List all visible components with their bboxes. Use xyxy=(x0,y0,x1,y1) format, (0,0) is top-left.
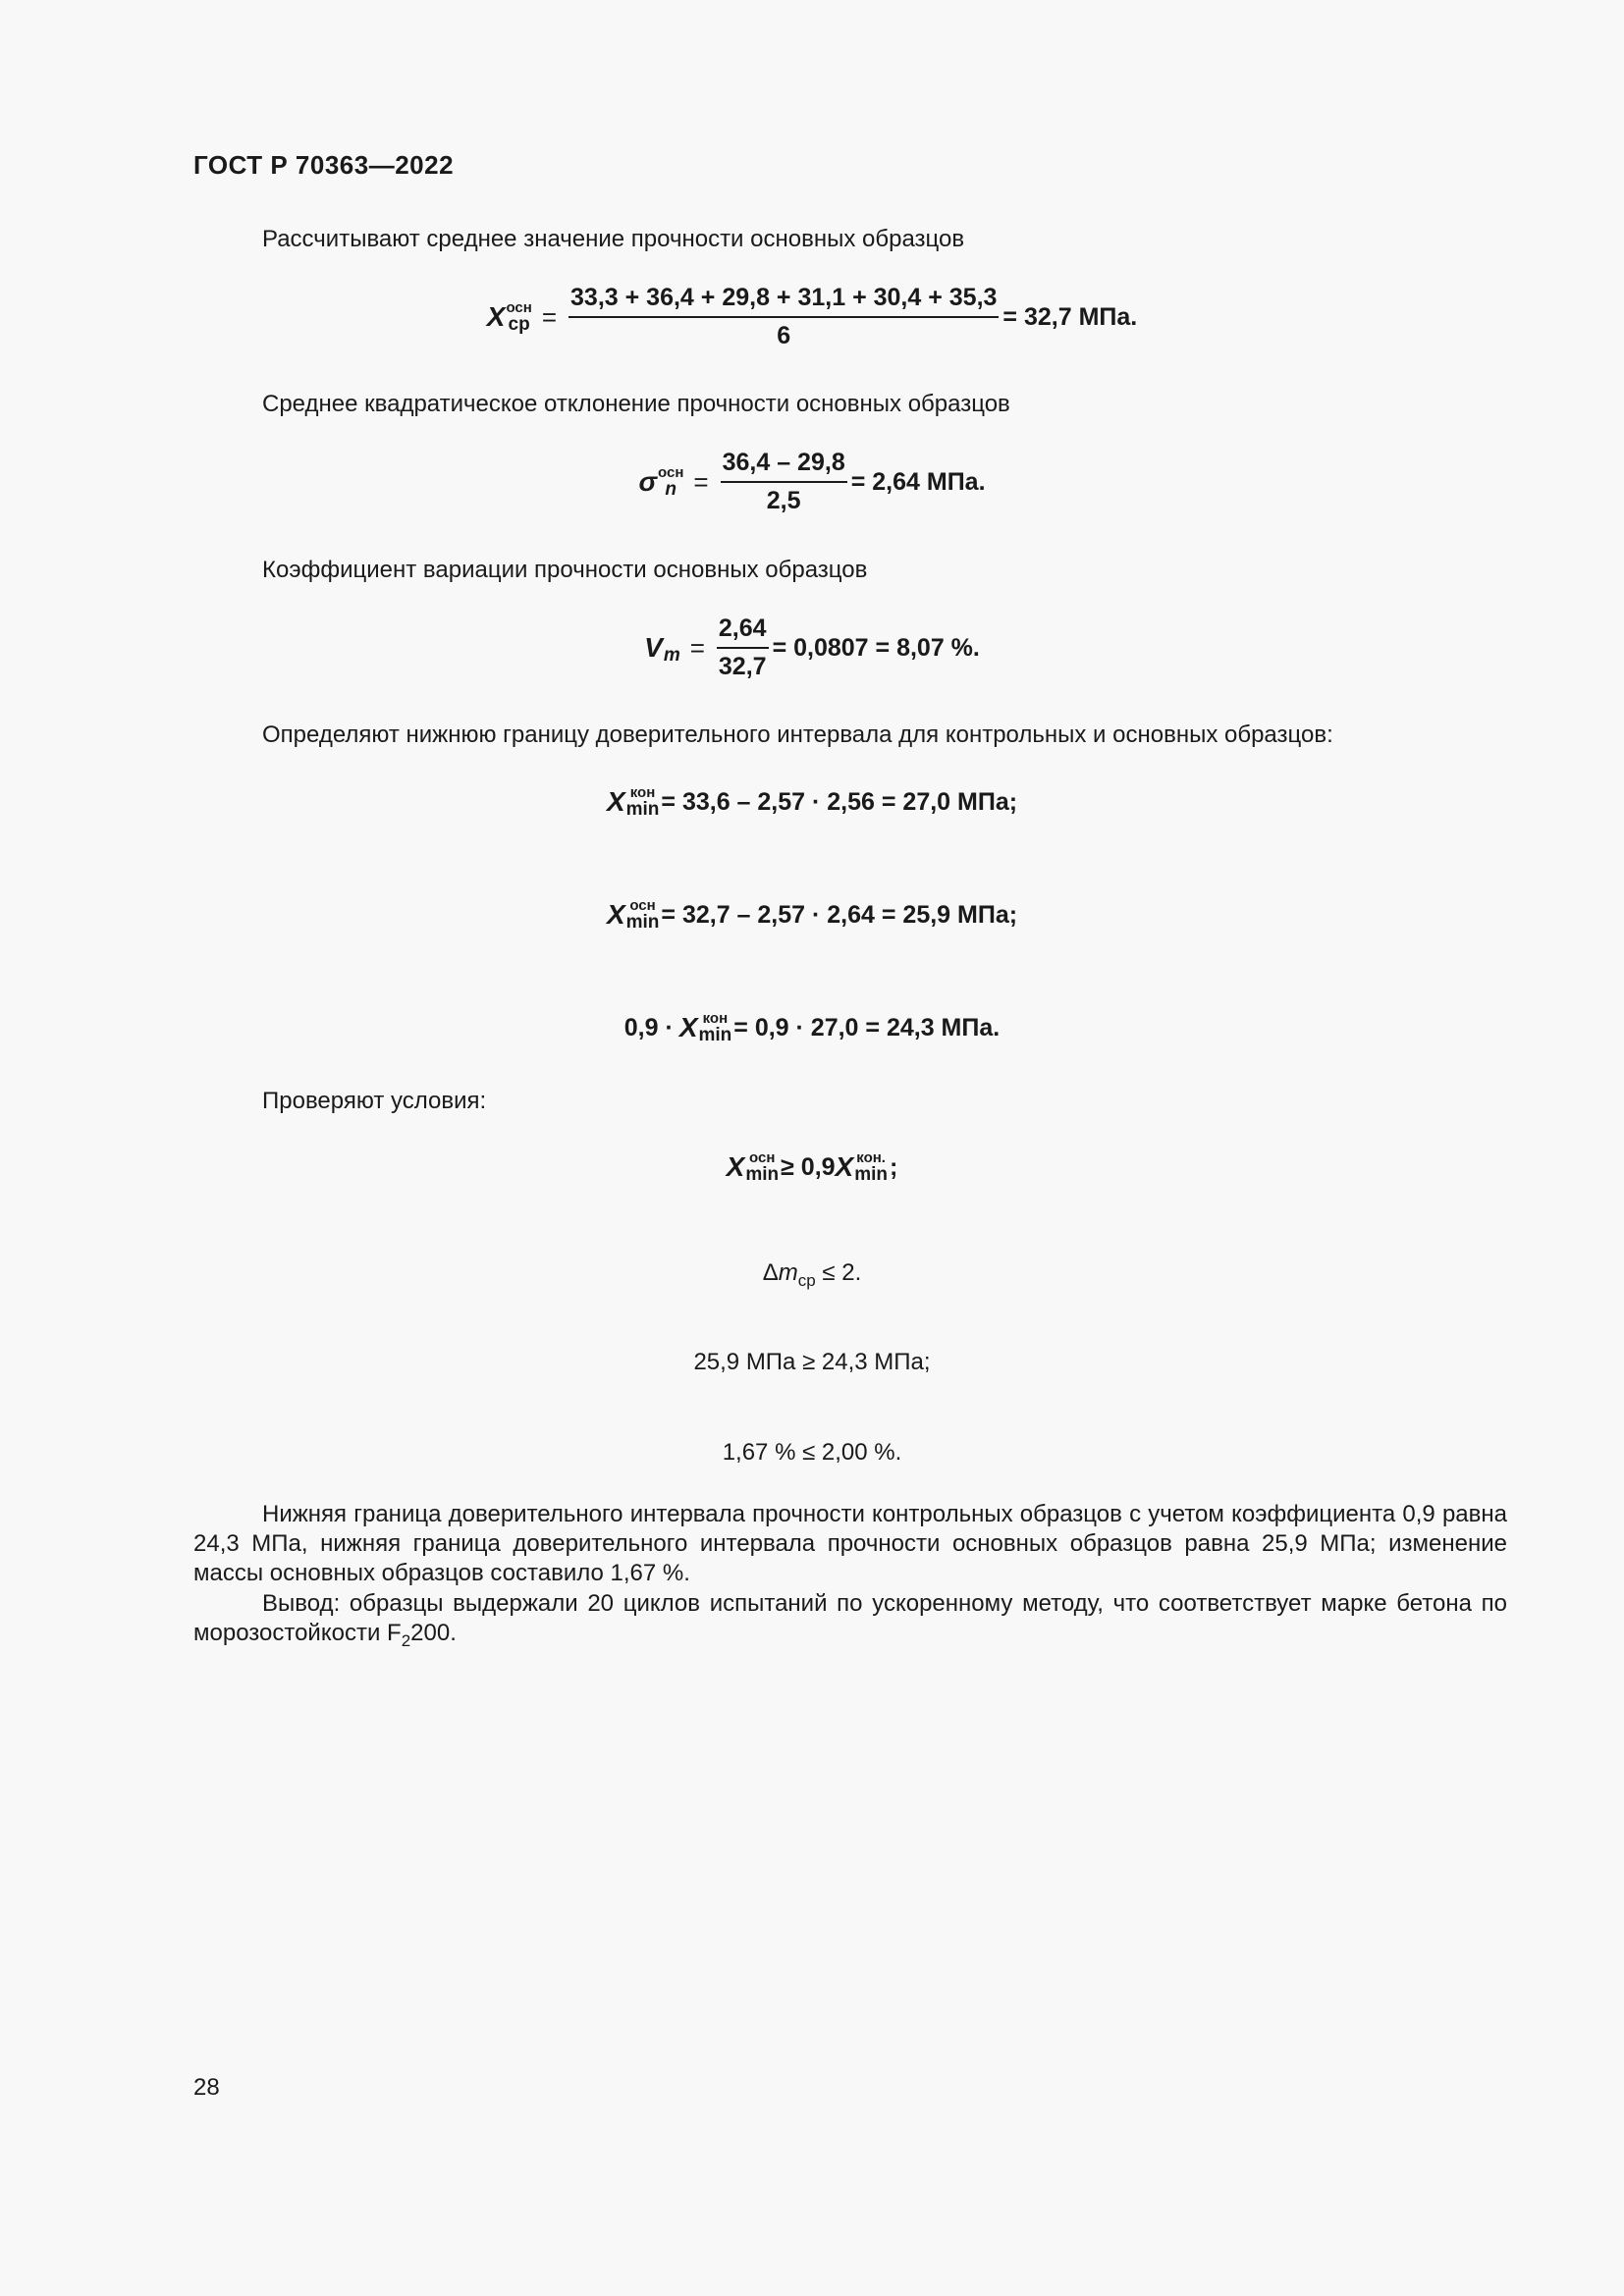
formula-condition-strength: X осн min ≥ 0,9 X кон. min ; xyxy=(726,1149,898,1185)
fraction: $\frac{36,4 - 29,8}{2,5}$ xyxy=(722,449,845,514)
formula-result: = 32,7 МПа. xyxy=(1002,302,1138,331)
fraction: $\frac{2,64}{32,7}$ xyxy=(718,614,767,680)
paragraph-check-conditions: Проверяют условия: xyxy=(262,1088,487,1114)
fraction xyxy=(568,284,999,350)
formula-check-mass: 1,67 % ≤ 2,00 %. xyxy=(722,1439,902,1466)
formula-lower-bound-main: X осн min = 32,7 – 2,57 · 2,64 = 25,9 МПа; xyxy=(606,897,1018,933)
paragraph-conclusion: Вывод: образцы выдержали 20 циклов испытаний по ускоренному методу, что соответствует марке бетона по морозостойкости $F_2200$. xyxy=(193,1590,1507,1650)
paragraph-std-deviation: Среднее квадратическое отклонение прочности основных образцов xyxy=(262,391,1010,417)
paragraph-confidence-interval: Определяют нижнюю границу доверительного интервала для контрольных и основных образцов: xyxy=(262,721,1333,748)
formula-condition-mass: $\Delta m_{ср} \le 2$. xyxy=(762,1259,862,1290)
formula-check-strength: 25,9 МПа ≥ 24,3 МПа; xyxy=(693,1349,931,1375)
formula-variable: X xyxy=(486,301,506,332)
formula-result: = 0,0807 = 8,07 %. xyxy=(772,633,980,662)
numerator: 33,3 + 36,4 + 29,8 + 31,1 + 30,4 + 35,3 xyxy=(568,284,999,318)
formula-result: = 2,64 МПа. xyxy=(850,467,986,496)
formula-variation-coefficient: V m = $\frac{2,64}{32,7}$ = 0,0807 = 8,07 %. xyxy=(644,614,980,680)
formula-adjusted-lower-bound: 0,9 · X кон min = 0,9 · 27,0 = 24,3 МПа. xyxy=(623,1010,1001,1045)
document-header: ГОСТ Р 70363—2022 xyxy=(193,150,455,180)
formula-lower-bound-control: X кон min = 33,6 – 2,57 · 2,56 = 27,0 МПа; xyxy=(606,784,1018,820)
page-number: 28 xyxy=(193,2074,220,2101)
paragraph-mean-strength: Рассчитывают среднее значение прочности основных образцов xyxy=(262,226,965,252)
paragraph-variation-coefficient: Коэффициент вариации прочности основных образцов xyxy=(262,557,868,583)
formula-mean-strength: X осн ср = $\frac{33,3 + 36,4 + 29,8 + 31,1 + 30,4 + 35,3}{6}$ = 32,7 МПа. xyxy=(486,284,1138,349)
denominator: 6 xyxy=(777,322,791,349)
paragraph-results: Нижняя граница доверительного интервала прочности контрольных образцов с учетом коэффициента 0,9 равна 24,3 МПа, нижняя граница доверительного интервала прочности основных образцов равна 25,9 МПа; изменение массы основных образцов составило 1,67 %. xyxy=(193,1501,1507,1586)
formula-std-deviation: σ осн n = $\frac{36,4 - 29,8}{2,5}$ = 2,64 МПа. xyxy=(638,449,986,514)
